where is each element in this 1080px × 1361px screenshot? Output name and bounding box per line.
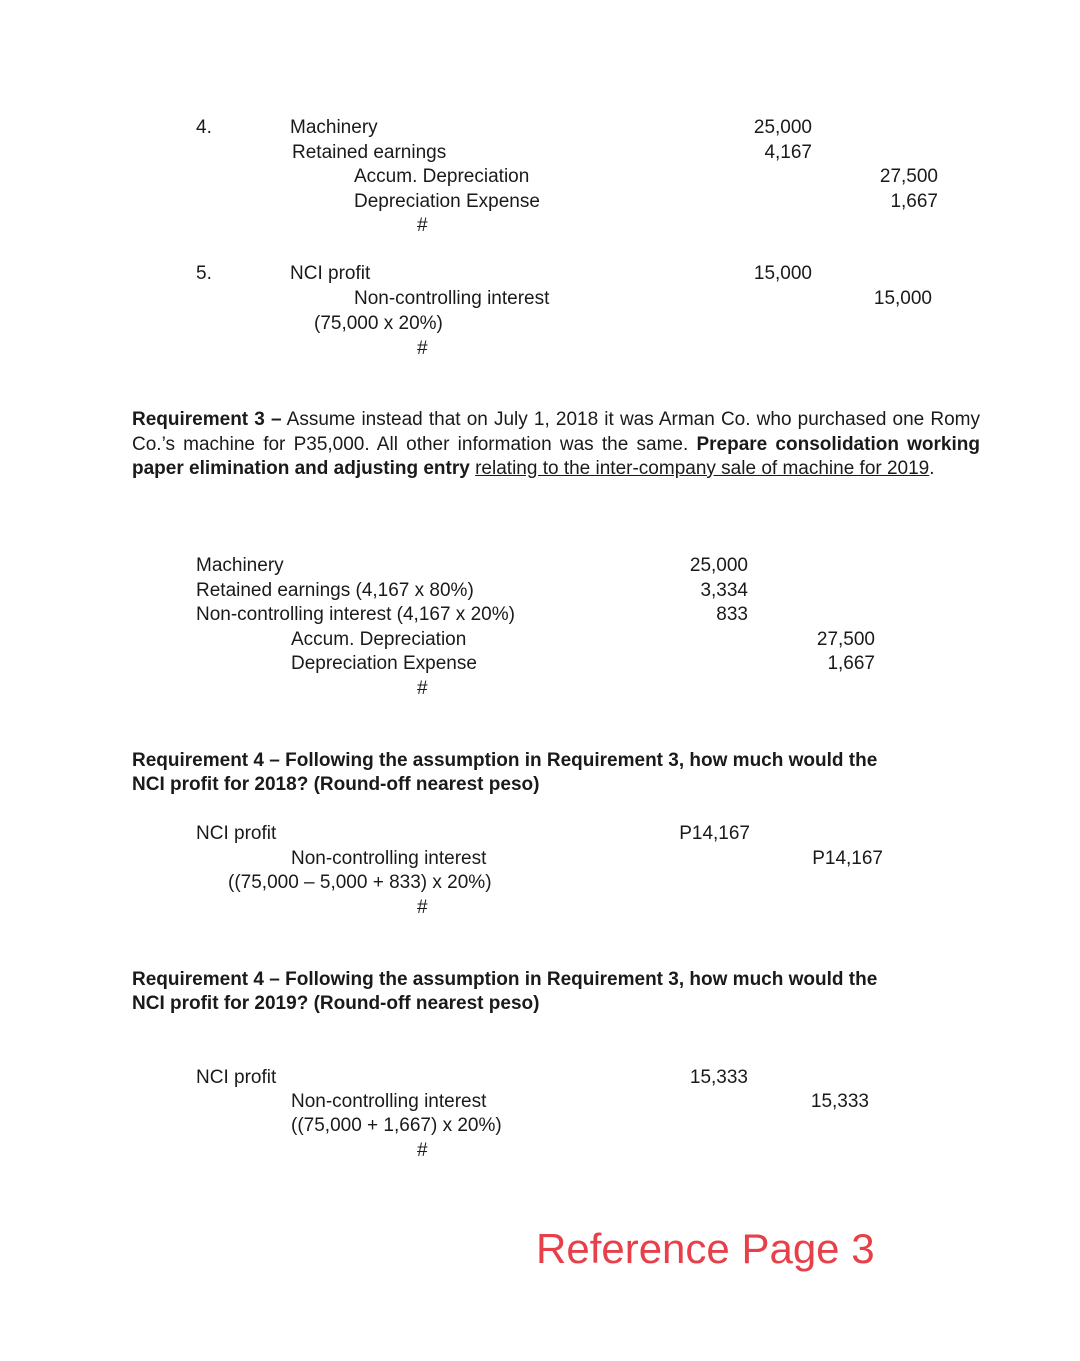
hash-mark: # <box>417 215 428 236</box>
account-non-controlling-interest: Non-controlling interest (4,167 x 20%) <box>196 604 515 625</box>
entry-number: 4. <box>196 117 212 138</box>
computation-note: ((75,000 + 1,667) x 20%) <box>291 1115 502 1136</box>
account-non-controlling-interest: Non-controlling interest <box>291 1091 487 1112</box>
debit-amount: 15,333 <box>689 1067 748 1088</box>
computation-note: (75,000 x 20%) <box>314 313 443 334</box>
entry-number: 5. <box>196 263 212 284</box>
debit-amount: 25,000 <box>753 117 812 138</box>
account-nci-profit: NCI profit <box>196 823 277 844</box>
credit-amount: 15,000 <box>873 288 932 309</box>
reference-page-label: Reference Page 3 <box>536 1225 875 1272</box>
credit-amount: 27,500 <box>816 629 875 650</box>
requirement-label: Requirement 3 – <box>132 409 282 430</box>
credit-amount: 1,667 <box>890 191 938 212</box>
hash-mark: # <box>417 897 428 918</box>
account-non-controlling-interest: Non-controlling interest <box>354 288 550 309</box>
hash-mark: # <box>417 1140 428 1161</box>
requirement-underlined: relating to the inter-company sale of machine for 2019 <box>475 458 930 479</box>
account-non-controlling-interest: Non-controlling interest <box>291 848 487 869</box>
account-machinery: Machinery <box>196 555 284 576</box>
credit-amount: 1,667 <box>827 653 875 674</box>
account-depreciation-expense: Depreciation Expense <box>291 653 477 674</box>
debit-amount: 3,334 <box>700 580 748 601</box>
account-accum-depreciation: Accum. Depreciation <box>354 166 530 187</box>
credit-amount: 27,500 <box>879 166 938 187</box>
requirement-4-heading: Requirement 4 – Following the assumption in Requirement 3, how much would the <box>132 750 878 771</box>
debit-amount: 15,000 <box>753 263 812 284</box>
requirement-4-heading-line2: NCI profit for 2019? (Round-off nearest peso) <box>132 993 540 1014</box>
debit-amount: P14,167 <box>679 823 750 844</box>
account-machinery: Machinery <box>290 117 378 138</box>
account-accum-depreciation: Accum. Depreciation <box>291 629 467 650</box>
computation-note: ((75,000 – 5,000 + 833) x 20%) <box>228 872 492 893</box>
credit-amount: 15,333 <box>810 1091 869 1112</box>
account-nci-profit: NCI profit <box>290 263 371 284</box>
credit-amount: P14,167 <box>812 848 883 869</box>
account-depreciation-expense: Depreciation Expense <box>354 191 540 212</box>
requirement-3-paragraph <box>132 408 980 482</box>
hash-mark: # <box>417 338 428 359</box>
period: . <box>929 458 935 479</box>
debit-amount: 833 <box>716 604 748 625</box>
hash-mark: # <box>417 678 428 699</box>
requirement-4-heading: Requirement 4 – Following the assumption in Requirement 3, how much would the <box>132 969 878 990</box>
debit-amount: 4,167 <box>764 142 812 163</box>
requirement-4-heading-line2: NCI profit for 2018? (Round-off nearest peso) <box>132 774 540 795</box>
account-retained-earnings: Retained earnings <box>292 142 447 163</box>
debit-amount: 25,000 <box>689 555 748 576</box>
account-retained-earnings: Retained earnings (4,167 x 80%) <box>196 580 474 601</box>
account-nci-profit: NCI profit <box>196 1067 277 1088</box>
requirement-text: Assume instead that on July 1, 2018 it was Arman Co. who purchased one Romy Co.’s machine for P35,000. All other information was the same. <box>132 409 980 455</box>
requirement-instruction: Prepare consolidation working paper elimination and adjusting entry <box>132 433 980 479</box>
